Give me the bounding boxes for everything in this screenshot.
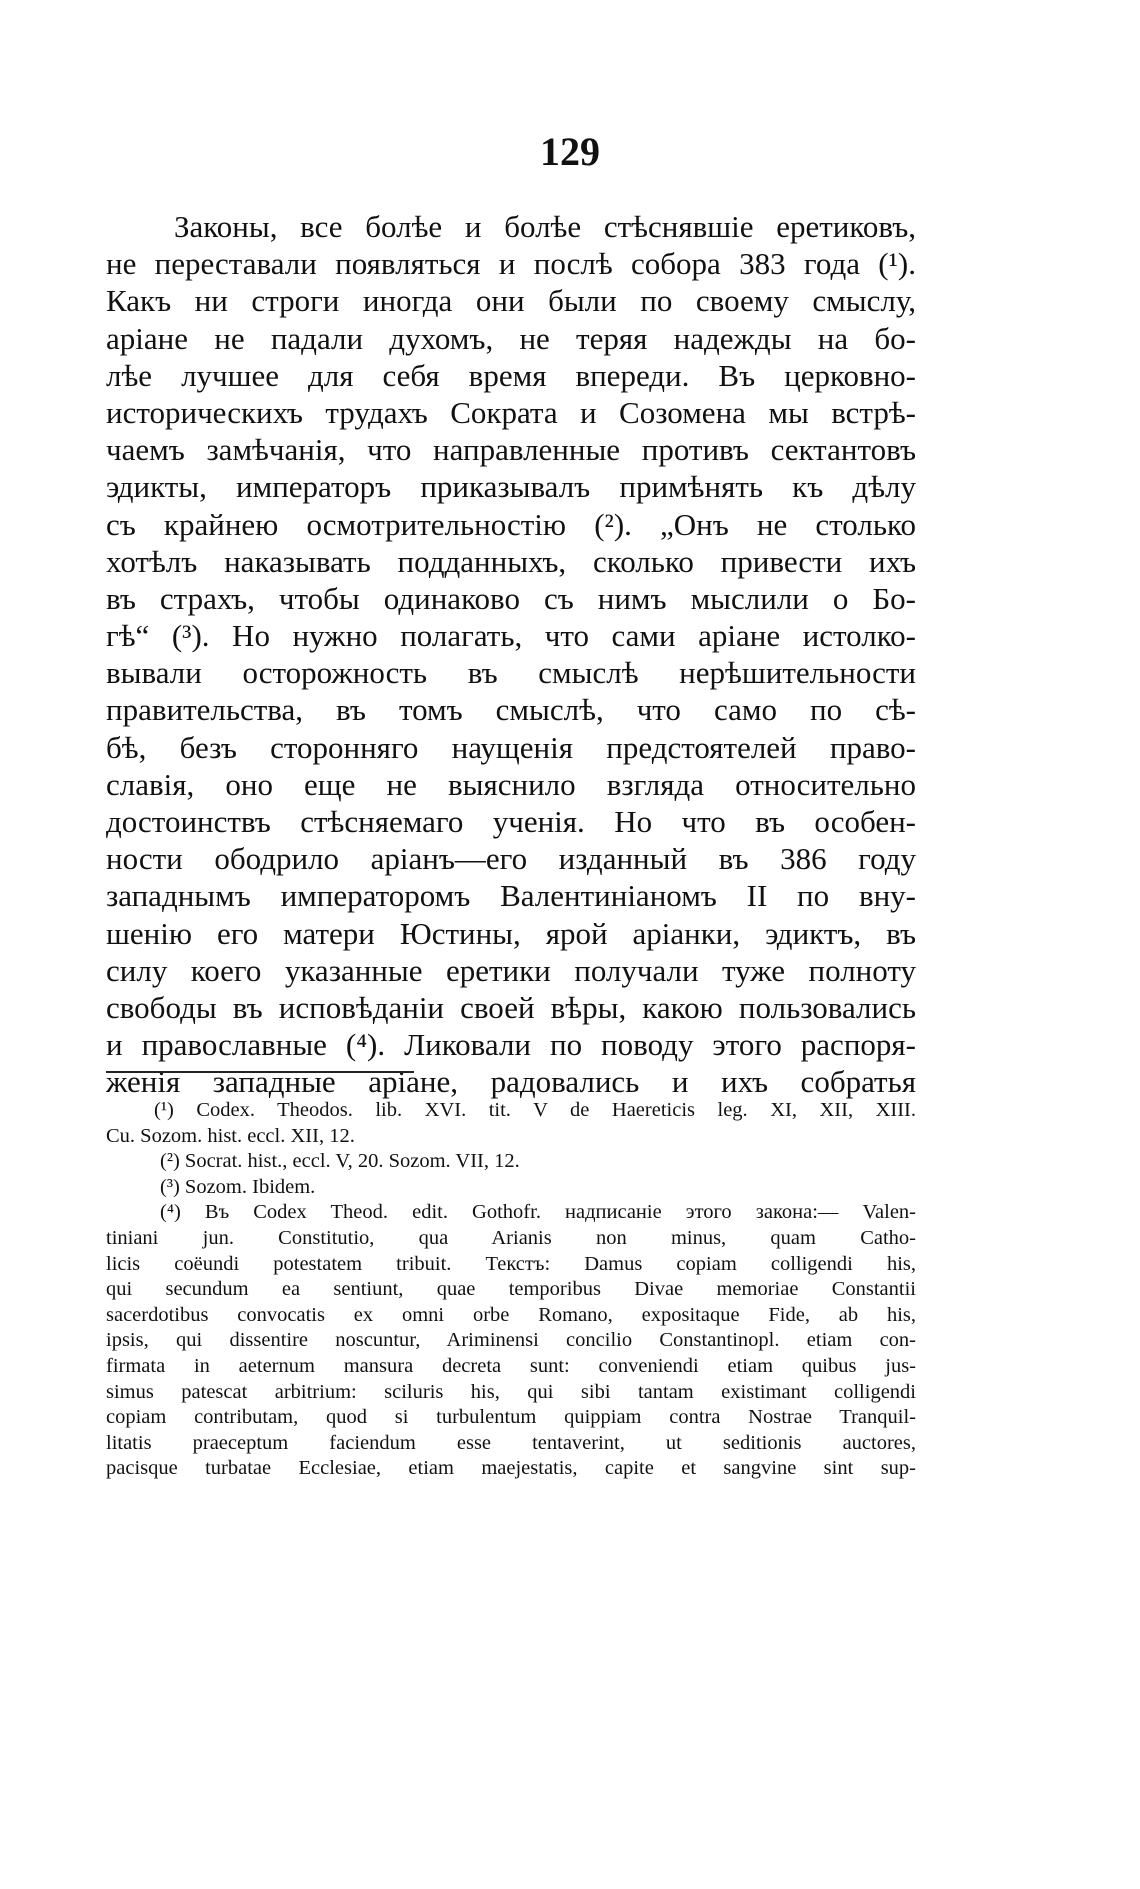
text-line: съ крайнею осмотрительностію (²). „Онъ не столько — [106, 506, 916, 542]
main-text — [106, 208, 916, 1101]
footnote-line: (²) Socrat. hist., eccl. V, 20. Sozom. VII, 12. — [160, 1150, 520, 1173]
text-line: эдикты, императоръ приказывалъ примѣнять къ дѣлу — [106, 469, 916, 505]
footnote-line: (⁴) Въ Codex Theod. edit. Gothofr. надписаніе этого закона:— Valen- — [160, 1201, 916, 1224]
text-line: гѣ“ (³). Но нужно полагать, что сами аріане истолко- — [106, 618, 916, 654]
text-line: въ страхъ, чтобы одинаково съ нимъ мыслили о Бо- — [106, 580, 916, 616]
footnote-line: ipsis, qui dissentire noscuntur, Ariminensi concilio Constantinopl. etiam con- — [106, 1329, 916, 1352]
text-line: западнымъ императоромъ Валентиніаномъ II по вну- — [106, 878, 916, 914]
text-line: хотѣлъ наказывать подданныхъ, сколько привести ихъ — [106, 543, 916, 579]
text-line: свободы въ исповѣданіи своей вѣры, какою пользовались — [106, 989, 916, 1025]
footnote-line: (¹) Codex. Theodos. lib. XVI. tit. V de Haereticis leg. XI, XII, XIII. — [154, 1099, 916, 1121]
text-line: шенію его матери Юстины, ярой аріанки, эдиктъ, въ — [106, 915, 916, 951]
text-line: вывали осторожность въ смыслѣ нерѣшительности — [106, 655, 916, 691]
footnote-line: (³) Sozom. Ibidem. — [160, 1175, 316, 1198]
text-line: историческихъ трудахъ Сократа и Созомена мы встрѣ- — [106, 394, 916, 430]
footnotes — [106, 1098, 916, 1482]
text-line: Законы, все болѣе и болѣе стѣснявшіе еретиковъ, — [174, 209, 916, 244]
footnote-line: firmata in aeternum mansura decreta sunt: conveniendi etiam quibus jus- — [106, 1354, 916, 1377]
footnote-line: sacerdotibus convocatis ex omni orbe Romano, expositaque Fide, ab his, — [106, 1303, 916, 1326]
footnote-line: licis coëundi potestatem tribuit. Текстъ: Damus copiam colligendi his, — [106, 1252, 916, 1275]
text-line: достоинствъ стѣсняемаго ученія. Но что въ особен- — [106, 804, 916, 839]
footnote-line: simus patescat arbitrium: sciluris his, qui sibi tantam existimant colligendi — [106, 1380, 916, 1403]
text-line: славія, оно еще не выяснило взгляда относительно — [106, 766, 916, 802]
footnote-line: qui secundum ea sentiunt, quae temporibus Divae memoriae Constantii — [106, 1278, 916, 1301]
text-line: бѣ, безъ сторонняго наущенія предстоятелей право- — [106, 729, 916, 765]
text-line: силу коего указанные еретики получали туже полноту — [106, 952, 916, 988]
text-line: ности ободрило аріанъ—его изданный въ 386 году — [106, 841, 916, 877]
footnote-line: pacisque turbatae Ecclesiae, etiam maejestatis, capite et sangvine sint sup- — [106, 1457, 916, 1480]
text-line: лѣе лучшее для себя время впереди. Въ церковно- — [106, 357, 916, 393]
text-line: женія западные аріане, радовались и ихъ собратья — [106, 1064, 916, 1100]
text-line: правительства, въ томъ смыслѣ, что само по сѣ- — [106, 692, 916, 728]
footnote-line: Cu. Sozom. hist. eccl. XII, 12. — [106, 1124, 355, 1147]
text-line: и православные (⁴). Ликовали по поводу этого распоря- — [106, 1027, 916, 1063]
footnote-line: tiniani jun. Constitutio, qua Arianis non minus, quam Catho- — [106, 1226, 916, 1249]
footnote-line: copiam contributam, quod si turbulentum quippiam contra Nostrae Tranquil- — [106, 1406, 916, 1429]
text-line: Какъ ни строги иногда они были по своему смыслу, — [106, 283, 916, 319]
page-number: 129 — [540, 129, 600, 174]
text-line: аріане не падали духомъ, не теряя надежды на бо- — [106, 320, 916, 356]
footnote-line: litatis praeceptum faciendum esse tentaverint, ut seditionis auctores, — [106, 1431, 916, 1454]
text-line: чаемъ замѣчанія, что направленные противъ сектантовъ — [106, 432, 916, 468]
text-line: не переставали появляться и послѣ собора 383 года (¹). — [106, 246, 916, 282]
footnote-rule — [106, 1071, 414, 1073]
